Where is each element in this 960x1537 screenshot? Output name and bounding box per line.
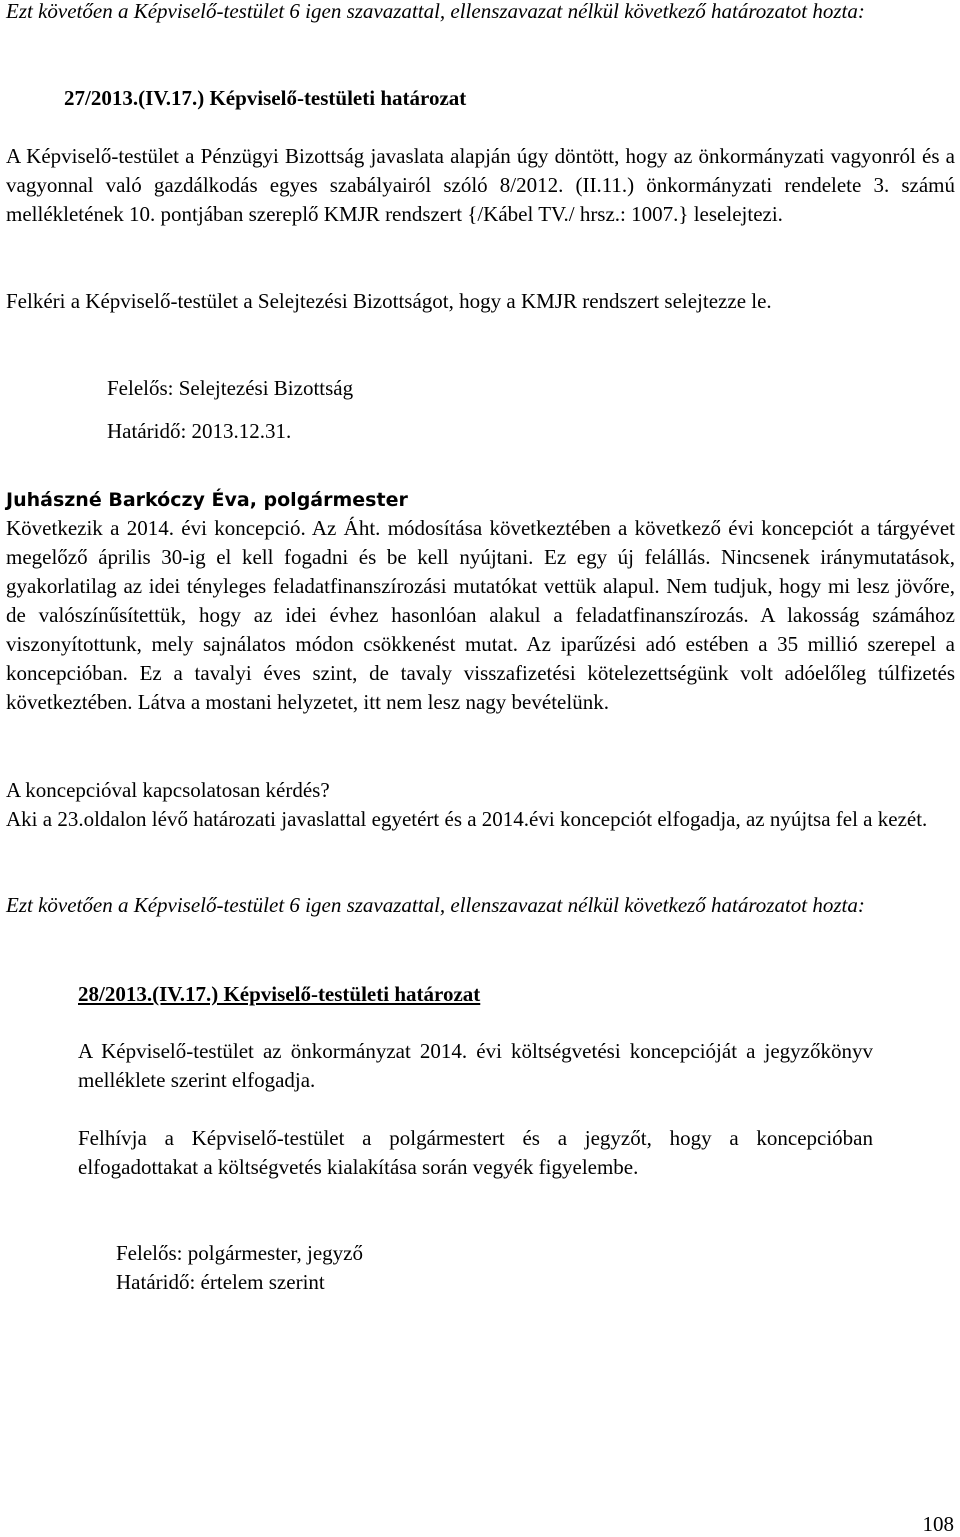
resolution-28-responsible: Felelős: polgármester, jegyző [116,1241,364,1265]
resolution-27-responsible: Felelős: Selejtezési Bizottság [107,376,354,400]
resolution-28-body: A Képviselő-testület az önkormányzat 2014. évi költségvetési koncepcióját a jegyzőkönyv melléklete szerint elfogadja. [78,1039,873,1092]
voting-statement-2: Ezt követően a Képviselő-testület 6 igen szavazattal, ellenszavazat nélkül következő határozatot hozta: [6,893,865,917]
call-to-vote: Aki a 23.oldalon lévő határozati javaslattal egyetért és a 2014.évi koncepciót elfogadja, az nyújtsa fel a kezét. [6,807,928,831]
resolution-27-request: Felkéri a Képviselő-testület a Selejtezési Bizottságot, hogy a KMJR rendszert selejtezze le. [6,289,772,313]
resolution-27-title: 27/2013.(IV.17.) Képviselő-testületi határozat [64,86,467,110]
question-text: A koncepcióval kapcsolatosan kérdés? [6,778,330,802]
resolution-27-body: A Képviselő-testület a Pénzügyi Bizottság javaslata alapján úgy döntött, hogy az önkormányzati vagyonról és a vagyonnal való gazdálkodás egyes szabályairól szóló 8/2012. (II.11.) önkormányzati rendelete 3. számú mellékletének 10. pontjában szereplő KMJR rendszert {/Kábel TV./ hrsz.: 1007.} leselejtezi. [6,144,955,226]
resolution-28-title: 28/2013.(IV.17.) Képviselő-testületi határozat [78,982,481,1006]
resolution-28-deadline: Határidő: értelem szerint [116,1270,325,1294]
resolution-27-deadline: Határidő: 2013.12.31. [107,419,292,443]
speaker-name: Juhászné Barkóczy Éva, polgármester [6,489,408,511]
page-number: 108 [922,1512,954,1536]
voting-statement-1: Ezt követően a Képviselő-testület 6 igen szavazattal, ellenszavazat nélkül következő határozatot hozta: [6,0,865,23]
speech-text: Következik a 2014. évi koncepció. Az Áht. módosítása következtében a következő évi koncepciót a tárgyévet megelőző április 30-ig el kell fogadni és be kell nyújtani. Ez egy új felállás. Nincsenek iránymutatások, gyakorlatilag az idei tényleges feladatfinanszírozási mutatókat vettük alapul. Nem tudjuk, hogy mi lesz jövőre, de valószínűsítettük, hogy az idei évhez hasonlóan alakul a feladatfinanszírozás. A lakosság számához viszonyítottunk, mely sajnálatos módon csökkenést mutat. Az iparűzési adó estében a 35 millió szerepel a koncepcióban. Ez a tavalyi éves szint, de tavaly visszafizetési kötelezettségünk volt adóelőleg túlfizetés következtében. Látva a mostani helyzetet, itt nem lesz nagy bevételünk. [6,516,955,714]
resolution-28-request: Felhívja a Képviselő-testület a polgármestert és a jegyzőt, hogy a koncepcióban elfogadottakat a költségvetés kialakítása során vegyék figyelembe. [78,1126,873,1179]
